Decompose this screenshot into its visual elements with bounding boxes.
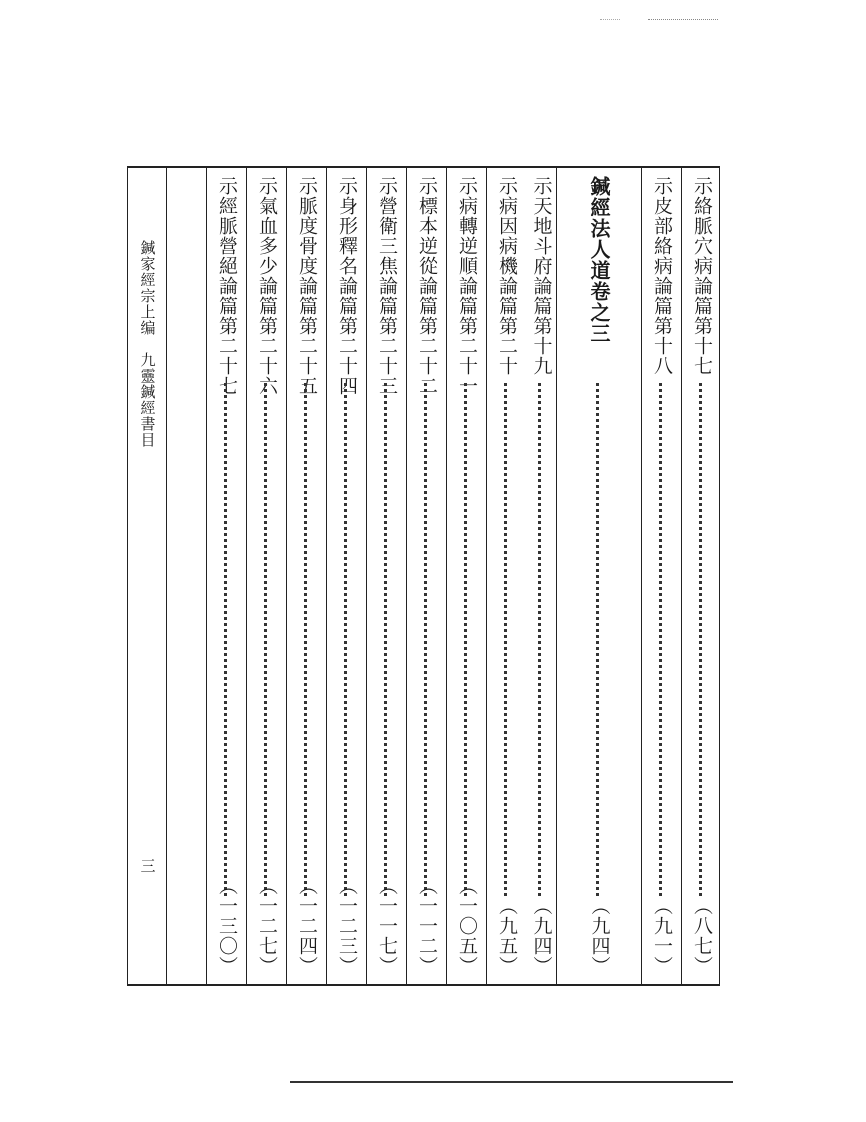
toc-entry-title: 示皮部絡病論篇第十八 (651, 176, 673, 376)
toc-entry-page: （一二三） (336, 876, 358, 976)
toc-entry (446, 168, 486, 984)
toc-entry-page: （一二七） (256, 876, 278, 976)
dot-leader (344, 383, 350, 896)
dot-leader (304, 383, 310, 896)
toc-entry-title: 示絡脈穴病論篇第十七 (691, 176, 713, 376)
toc-entry (406, 168, 446, 984)
toc-entry-title: 示營衛三焦論篇第二十三 (376, 176, 398, 396)
toc-entry-page: （九五） (496, 896, 518, 976)
toc-section-page: （九四） (588, 896, 611, 976)
scan-dotted-mark (600, 19, 620, 20)
toc-entry (246, 168, 286, 984)
toc-entry-title: 示氣血多少論篇第二十六 (256, 176, 278, 396)
toc-entry-title: 示病因病機論篇第二十 (496, 176, 518, 376)
toc-entry (286, 168, 326, 984)
toc-entry (366, 168, 406, 984)
dot-leader (538, 383, 544, 896)
toc-entry-page: （九一） (651, 896, 673, 976)
toc-section-heading (556, 168, 641, 984)
toc-entry-page: （一一七） (376, 876, 398, 976)
toc-entry (326, 168, 366, 984)
toc-entry-title: 示脈度骨度論篇第二十五 (296, 176, 318, 396)
book-title: 鍼家經宗上编 九靈鍼經書目 (138, 240, 157, 448)
toc-entry-page: （一三〇） (216, 876, 238, 976)
dot-leader (264, 383, 270, 896)
toc-section-title: 鍼經法人道卷之三 (587, 176, 611, 344)
toc-entry (486, 168, 526, 984)
toc-entry-page: （九四） (530, 896, 553, 976)
toc-entry (641, 168, 681, 984)
empty-column (166, 168, 206, 984)
toc-entry-page: （一〇五） (456, 876, 478, 976)
scan-dotted-mark (648, 19, 718, 20)
toc-entry (526, 168, 556, 984)
toc-entry-title: 示身形釋名論篇第二十四 (336, 176, 358, 396)
toc-entry-title: 示標本逆從論篇第二十二 (416, 176, 438, 396)
toc-entry-page: （一一二） (416, 876, 438, 976)
dot-leader (659, 383, 665, 896)
dot-leader (424, 383, 430, 896)
dot-leader (384, 383, 390, 896)
toc-entry-title: 示經脈營絕論篇第二十七 (216, 176, 238, 396)
toc-entry-title: 示天地斗府論篇第十九 (530, 176, 553, 376)
scan-rule-line (290, 1081, 733, 1083)
toc-entry (681, 168, 721, 984)
toc-entry-title: 示病轉逆順論篇第二十一 (456, 176, 478, 396)
dot-leader (504, 383, 510, 896)
toc-entry (206, 168, 246, 984)
margin-column (128, 168, 166, 984)
page-number: 三 (138, 858, 157, 874)
dot-leader (464, 383, 470, 896)
toc-entry-page: （八七） (691, 896, 713, 976)
dot-leader (699, 383, 705, 896)
dot-leader (224, 383, 230, 896)
dot-leader (596, 383, 602, 896)
toc-entry-page: （一二四） (296, 876, 318, 976)
toc-frame (127, 166, 720, 986)
